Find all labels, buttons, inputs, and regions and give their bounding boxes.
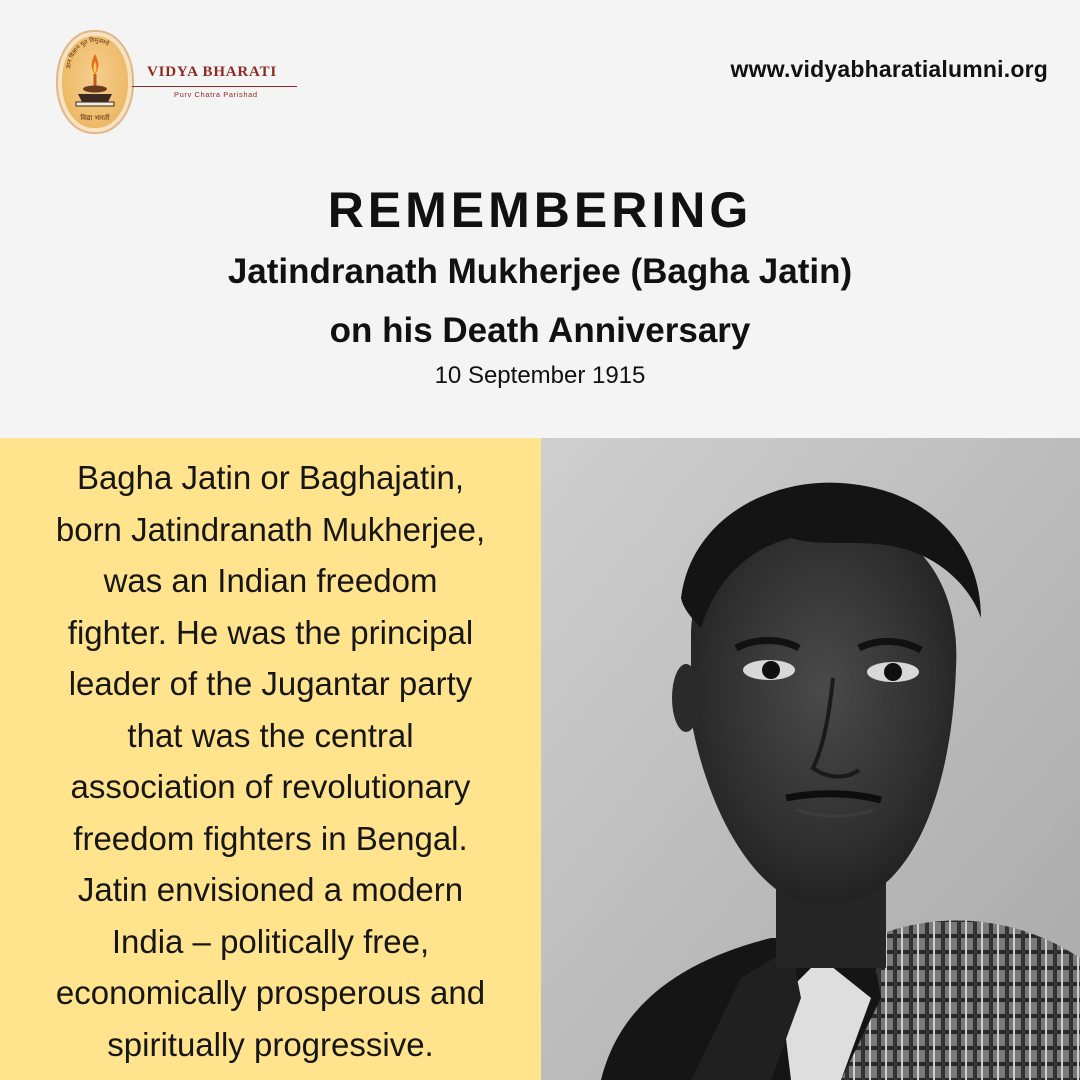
logo-title: VIDYA BHARATI	[147, 64, 278, 80]
svg-text:ज्ञान विज्ञान युत विमुक्तये	[66, 36, 111, 69]
bio-text	[12, 452, 529, 1070]
bio-line: Bagha Jatin or Baghajatin,	[76, 459, 465, 496]
logo-divider	[132, 86, 297, 87]
bio-line: Jatin envisioned a modern	[77, 871, 464, 908]
bio-line: leader of the Jugantar party	[68, 665, 473, 702]
subject-name: Jatindranath Mukherjee (Bagha Jatin)	[227, 252, 853, 291]
logo-subtitle: Purv Chatra Parishad	[174, 90, 258, 99]
bio-line: India – politically free,	[111, 922, 430, 960]
lamp-emblem-icon	[56, 30, 134, 134]
bio-line: fighter. He was the principal	[67, 613, 474, 651]
bio-line: was an Indian freedom	[103, 562, 438, 599]
bio-line: that was the central	[127, 716, 414, 754]
badge-bottom-text: विद्या भारती	[80, 115, 110, 122]
badge-top-text: ज्ञान विज्ञान युत विमुक्तये	[66, 37, 110, 69]
bio-line: economically prosperous and	[55, 974, 486, 1011]
bio-panel	[0, 438, 541, 1080]
title-block	[0, 178, 1080, 391]
bio-line: freedom fighters in Bengal.	[73, 819, 468, 857]
occasion-text: on his Death Anniversary	[329, 311, 751, 350]
bio-line: born Jatindranath Mukherjee,	[55, 510, 486, 548]
portrait-photo	[541, 438, 1080, 1080]
header	[0, 0, 1080, 438]
page-title: REMEMBERING	[327, 182, 753, 238]
website-url: www.vidyabharatialumni.org	[730, 56, 1048, 82]
bio-line: association of revolutionary	[70, 768, 471, 805]
date-text: 10 September 1915	[434, 362, 646, 389]
bio-line: spiritually progressive.	[107, 1025, 434, 1063]
vidya-bharati-logo	[56, 30, 306, 134]
